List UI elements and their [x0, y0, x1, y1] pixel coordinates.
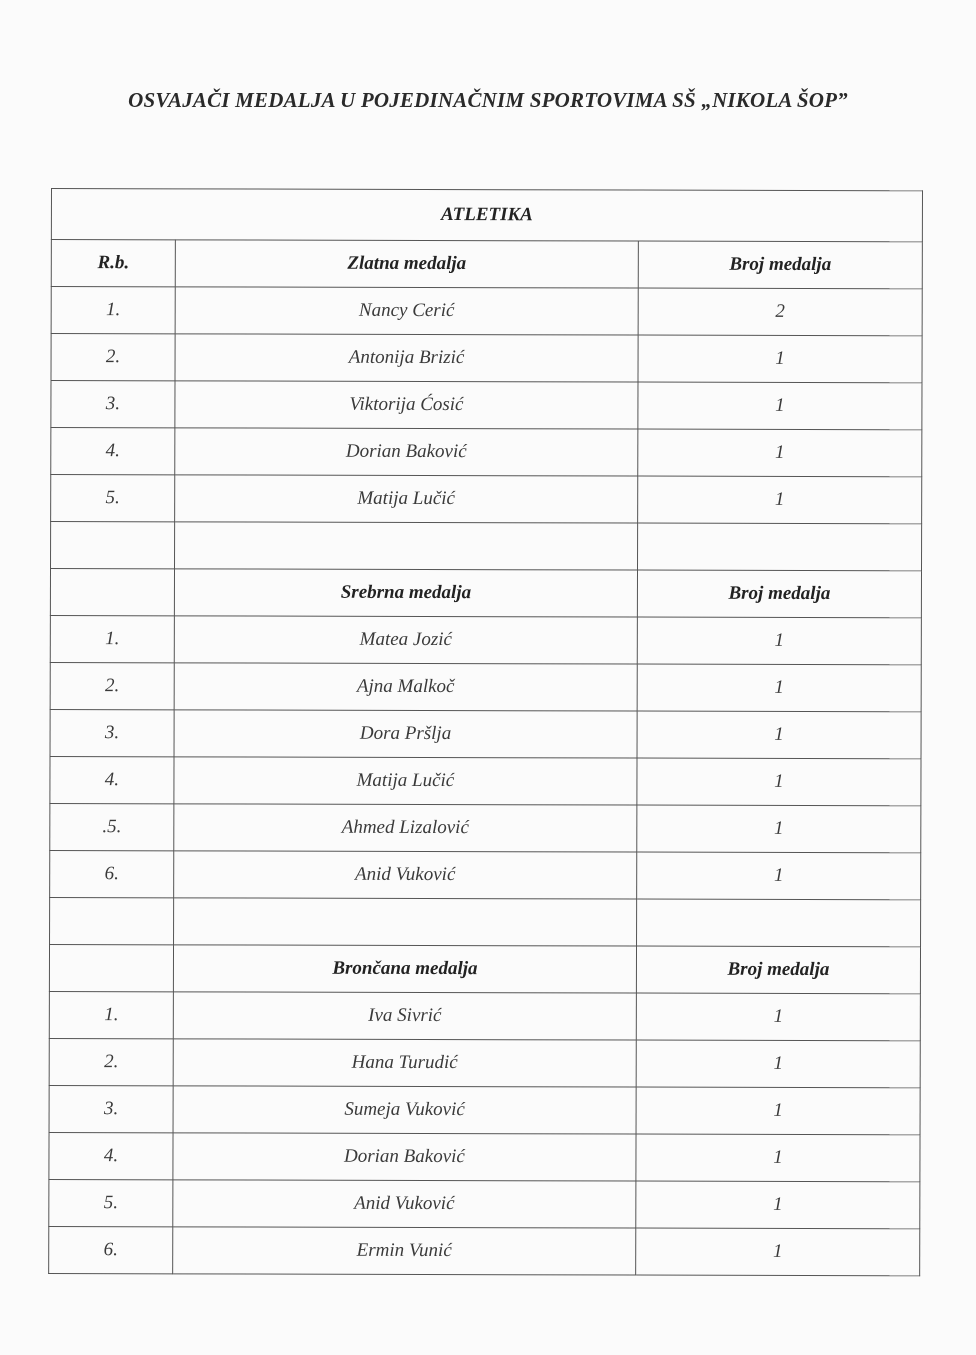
row-number: 1. — [50, 615, 174, 662]
athlete-name: Hana Turudić — [173, 1039, 636, 1087]
medal-count: 1 — [636, 993, 920, 1041]
count-header: Broj medalja — [636, 946, 920, 994]
medal-count: 1 — [637, 758, 921, 806]
medal-table — [48, 188, 923, 1276]
blank-cell — [638, 523, 922, 571]
medal-count: 1 — [636, 1087, 920, 1135]
table-row — [50, 709, 921, 758]
blank-cell — [175, 522, 638, 570]
athlete-name: Viktorija Ćosić — [175, 381, 638, 429]
athlete-name: Sumeja Vuković — [173, 1086, 636, 1134]
medal-type-header: Srebrna medalja — [174, 569, 637, 617]
table-row — [49, 1038, 920, 1087]
athlete-name: Dorian Baković — [173, 1133, 636, 1181]
rb-header — [49, 944, 173, 991]
athlete-name: Dora Pršlja — [174, 710, 637, 758]
row-number: 4. — [49, 1132, 173, 1179]
athlete-name: Ahmed Lizalović — [174, 804, 637, 852]
row-number: 2. — [51, 334, 175, 381]
rb-header: R.b. — [51, 240, 175, 287]
athlete-name: Ajna Malkoč — [174, 663, 637, 711]
athlete-name: Anid Vuković — [174, 851, 637, 899]
athlete-name: Ermin Vunić — [173, 1227, 636, 1275]
medal-type-header: Zlatna medalja — [175, 240, 638, 288]
table-row — [51, 287, 922, 336]
medal-count: 1 — [636, 1228, 920, 1276]
table-row — [50, 662, 921, 711]
blank-cell — [50, 897, 174, 944]
row-number: 2. — [50, 662, 174, 709]
medal-count: 1 — [637, 852, 921, 900]
medal-count: 1 — [637, 617, 921, 665]
athlete-name: Matija Lučić — [174, 757, 637, 805]
table-row — [49, 1179, 920, 1228]
medal-count: 1 — [637, 805, 921, 853]
section-header-row — [49, 944, 920, 993]
medal-count: 1 — [637, 664, 921, 712]
medal-count: 1 — [638, 476, 922, 524]
athlete-name: Matea Jozić — [174, 616, 637, 664]
medal-count: 1 — [637, 711, 921, 759]
blank-row — [51, 522, 922, 571]
medal-count: 1 — [636, 1181, 920, 1229]
medal-count: 1 — [636, 1040, 920, 1088]
row-number: 2. — [49, 1038, 173, 1085]
row-number: 4. — [50, 756, 174, 803]
document-title: OSVAJAČI MEDALJA U POJEDINAČNIM SPORTOVIMA SŠ „NIKOLA ŠOP” — [128, 88, 848, 112]
medal-type-header: Brončana medalja — [173, 945, 636, 993]
athlete-name: Nancy Cerić — [175, 287, 638, 335]
medal-count: 1 — [638, 335, 922, 383]
blank-cell — [51, 522, 175, 569]
medal-count: 1 — [638, 429, 922, 477]
sport-title: ATLETIKA — [51, 189, 922, 242]
table-row — [51, 475, 922, 524]
blank-cell — [174, 898, 637, 946]
section-header-row — [50, 569, 921, 618]
sport-row — [51, 189, 922, 242]
table-row — [51, 381, 922, 430]
section-header-row — [51, 240, 922, 289]
row-number: 3. — [49, 1085, 173, 1132]
row-number: 6. — [50, 850, 174, 897]
table-row — [50, 615, 921, 664]
athlete-name: Iva Sivrić — [173, 992, 636, 1040]
blank-row — [50, 897, 921, 946]
count-header: Broj medalja — [638, 241, 922, 289]
athlete-name: Antonija Brizić — [175, 334, 638, 382]
row-number: 1. — [51, 287, 175, 334]
table-row — [50, 803, 921, 852]
row-number: 6. — [49, 1226, 173, 1273]
table-row — [51, 334, 922, 383]
row-number: 5. — [51, 475, 175, 522]
table-row — [51, 428, 922, 477]
rb-header — [50, 569, 174, 616]
athlete-name: Dorian Baković — [175, 428, 638, 476]
medal-count: 1 — [636, 1134, 920, 1182]
medal-count: 2 — [638, 288, 922, 336]
count-header: Broj medalja — [637, 570, 921, 618]
row-number: 1. — [49, 991, 173, 1038]
row-number: 3. — [50, 709, 174, 756]
row-number: .5. — [50, 803, 174, 850]
blank-cell — [637, 899, 921, 947]
table-row — [50, 850, 921, 899]
row-number: 3. — [51, 381, 175, 428]
row-number: 4. — [51, 428, 175, 475]
table-row — [49, 1226, 920, 1275]
table-row — [50, 756, 921, 805]
table-row — [49, 1085, 920, 1134]
table-row — [49, 991, 920, 1040]
table-row — [49, 1132, 920, 1181]
athlete-name: Anid Vuković — [173, 1180, 636, 1228]
row-number: 5. — [49, 1179, 173, 1226]
athlete-name: Matija Lučić — [175, 475, 638, 523]
medal-count: 1 — [638, 382, 922, 430]
